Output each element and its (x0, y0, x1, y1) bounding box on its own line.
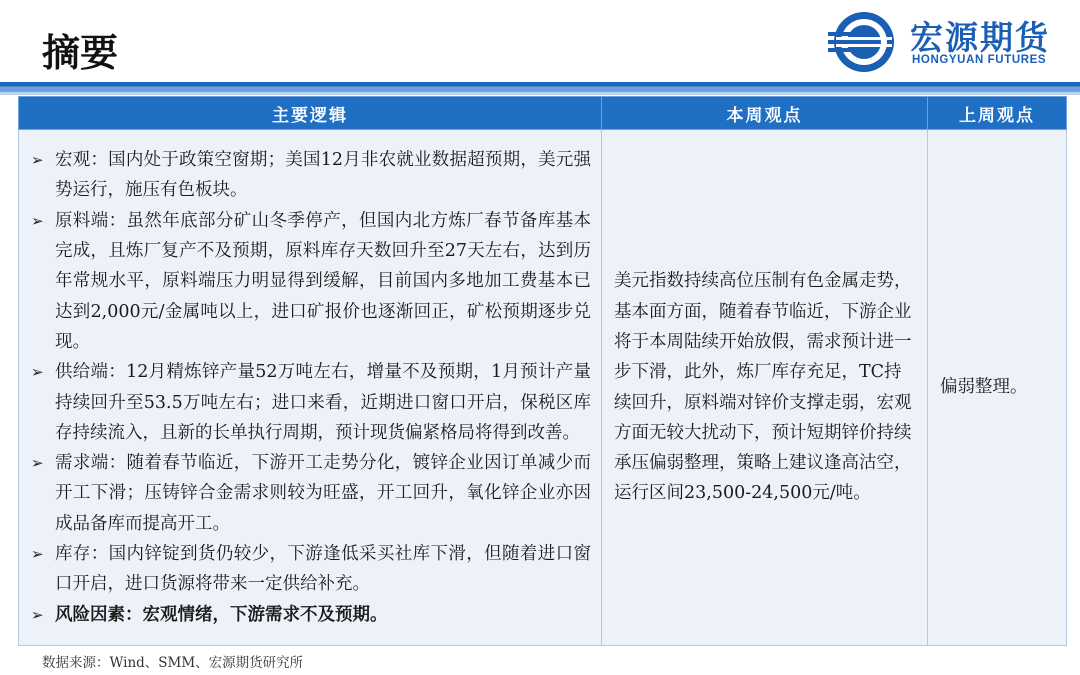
brand-name-en: HONGYUAN FUTURES (912, 54, 1047, 66)
logic-item-demand (31, 448, 591, 539)
header-main-logic: 主要逻辑 (19, 97, 602, 130)
logic-item-text: 供给端：12月精炼锌产量52万吨左右，增量不及预期，1月预计产量持续回升至53.5万吨左右；进口来看，近期进口窗口开启，保税区库存持续流入，且新的长单执行周期，预计现货偏紧格局将得到改善。 (55, 362, 591, 443)
last-week-view-cell: 偏弱整理。 (928, 130, 1067, 646)
data-source-note: 数据来源：Wind、SMM、宏源期货研究所 (42, 655, 304, 671)
table-body-row (19, 130, 1067, 646)
logic-item-supply (31, 357, 591, 448)
logic-item-text: 需求端：随着春节临近，下游开工走势分化，镀锌企业因订单减少而开工下滑；压铸锌合金需求则较为旺盛，开工回升，氧化锌企业亦因成品备库而提高开工。 (55, 453, 591, 534)
logic-item-text: 原料端：虽然年底部分矿山冬季停产，但国内北方炼厂春节备库基本完成，且炼厂复产不及预期，原料库存天数回升至27天左右，达到历年常规水平，原料端压力明显得到缓解，目前国内多地加工费基本已达到2,000元/金属吨以上，进口矿报价也逐渐回正，矿松预期逐步兑现。 (55, 210, 591, 352)
company-logo (828, 10, 1068, 74)
logic-item-text: 风险因素：宏观情绪，下游需求不及预期。 (55, 604, 388, 625)
brand-name-cn: 宏源期货 (910, 18, 1050, 57)
logic-item-text: 宏观：国内处于政策空窗期；美国12月非农就业数据超预期，美元强势运行，施压有色板块。 (55, 150, 591, 201)
this-week-view-cell: 美元指数持续高位压制有色金属走势，基本面方面，随着春节临近，下游企业将于本周陆续开始放假，需求预计进一步下滑，此外，炼厂库存充足，TC持续回升，原料端对锌价支撑走弱，宏观方面无较大扰动下，预计短期锌价持续承压偏弱整理，策略上建议逢高沽空，运行区间23,500-24,500元/吨。 (602, 130, 928, 646)
main-logic-cell (19, 130, 602, 646)
table-header-row (19, 97, 1067, 130)
arrow-bullet-icon: ➢ (31, 151, 44, 170)
header-divider-band (0, 82, 1080, 92)
logic-item-macro (31, 145, 591, 206)
logic-item-text: 库存：国内锌锭到货仍较少，下游逢低采买社库下滑，但随着进口窗口开启，进口货源将带来一定供给补充。 (55, 543, 591, 595)
summary-table (18, 96, 1067, 646)
header-last-week-view: 上周观点 (928, 97, 1067, 130)
logic-item-inventory (31, 539, 591, 600)
arrow-bullet-icon: ➢ (31, 454, 44, 473)
page-title: 摘要 (42, 30, 119, 75)
arrow-bullet-icon: ➢ (31, 544, 44, 563)
arrow-bullet-icon: ➢ (31, 211, 44, 230)
header-this-week-view: 本周观点 (602, 97, 928, 130)
arrow-bullet-icon: ➢ (31, 363, 44, 382)
logic-item-raw-material (31, 206, 591, 357)
arrow-bullet-icon: ➢ (31, 605, 44, 624)
logo-mark-icon (828, 10, 900, 74)
logic-item-risk (31, 600, 591, 630)
